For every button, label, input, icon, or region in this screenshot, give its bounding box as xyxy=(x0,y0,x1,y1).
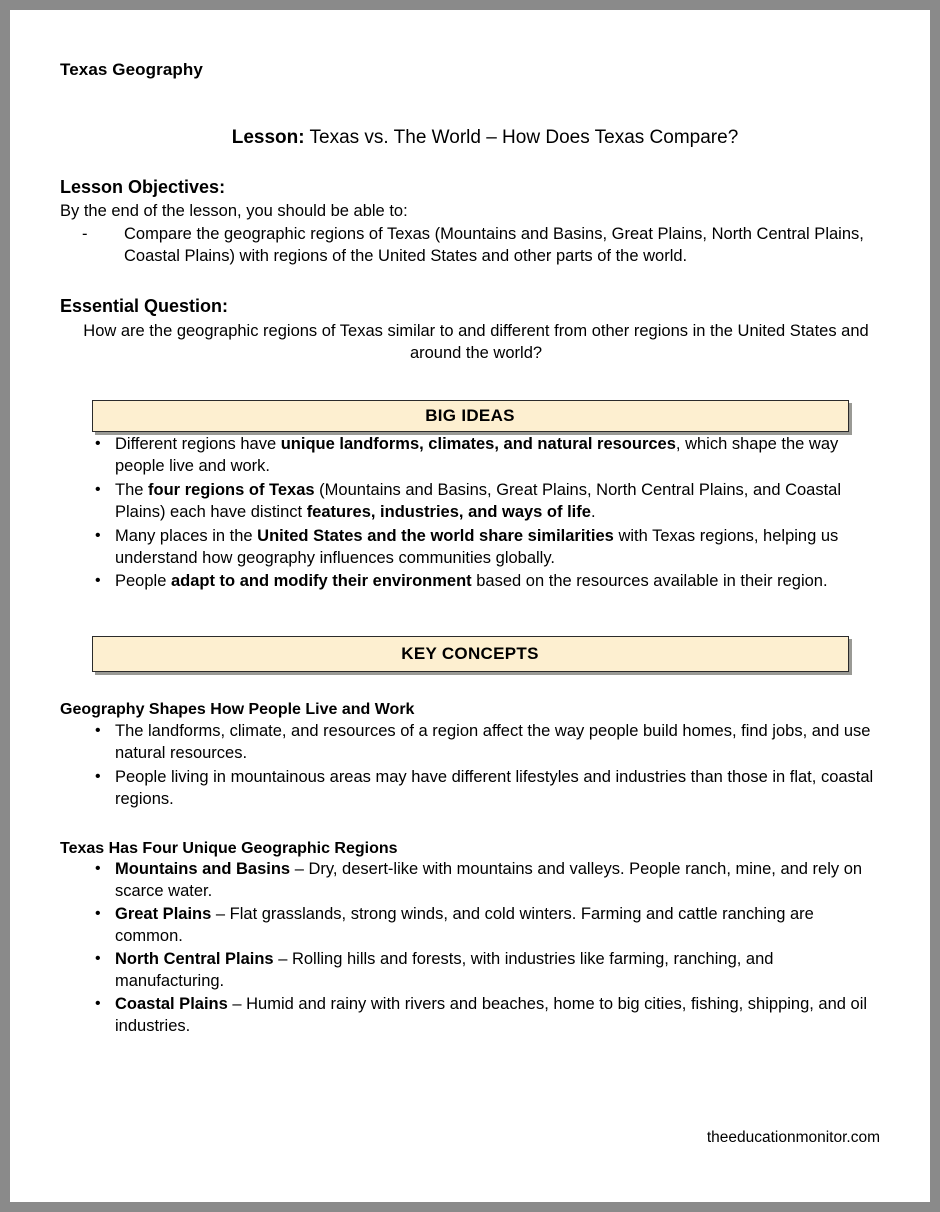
key-concepts-banner xyxy=(92,636,849,672)
list-item: - Compare the geographic regions of Texas (Mountains and Basins, Great Plains, North Central Plains, Coastal Plains) with regions of the United States and other parts of the world. xyxy=(82,224,880,268)
list-item xyxy=(60,949,880,993)
list-item xyxy=(60,571,880,593)
body-text: The landforms, climate, and resources of a region affect the way people build homes, find jobs, and use natural resources. xyxy=(115,722,871,763)
emphasis-text: features, industries, and ways of life xyxy=(306,502,591,521)
emphasis-text: Mountains and Basins xyxy=(115,860,291,879)
list-item xyxy=(60,721,880,765)
list-item xyxy=(60,526,880,570)
essential-question-text: How are the geographic regions of Texas similar to and different from other regions in the United States and around the world? xyxy=(83,321,869,362)
emphasis-text: unique landforms, climates, and natural resources xyxy=(280,434,676,453)
list-item xyxy=(60,480,880,524)
emphasis-text: United States and the world share similarities xyxy=(257,526,614,545)
key-concepts-section-list xyxy=(60,859,880,1038)
big-ideas-banner xyxy=(92,400,849,432)
body-text: Different regions have xyxy=(115,434,281,453)
essential-question-heading: Essential Question: xyxy=(60,295,229,316)
body-text: Many places in the xyxy=(115,526,258,545)
body-text: – Flat grasslands, strong winds, and cold winters. Farming and cattle ranching are common. xyxy=(115,905,814,945)
list-item xyxy=(60,994,880,1038)
emphasis-text: Great Plains xyxy=(115,905,212,924)
page-title: Texas Geography xyxy=(60,60,203,79)
list-item xyxy=(60,434,880,478)
body-text: with Texas regions, helping us understand how geography influences communities globally. xyxy=(115,526,839,567)
list-item xyxy=(60,904,880,948)
key-concepts-banner-label: KEY CONCEPTS xyxy=(401,644,539,664)
key-concepts-section-list xyxy=(60,721,880,811)
big-ideas-list xyxy=(60,434,880,594)
body-text: (Mountains and Basins, Great Plains, North Central Plains, and Coastal Plains) each have distinct xyxy=(115,480,842,521)
page-content xyxy=(10,10,930,1202)
body-text: The xyxy=(115,480,149,499)
body-text: – Rolling hills and forests, with industries like farming, ranching, and manufacturing. xyxy=(115,949,774,990)
big-ideas-banner-label: BIG IDEAS xyxy=(425,405,515,425)
document-page xyxy=(10,10,930,1202)
lesson-title xyxy=(60,127,880,149)
emphasis-text: Coastal Plains xyxy=(115,994,228,1013)
lesson-text: Texas vs. The World – How Does Texas Compare? xyxy=(304,127,739,148)
body-text: based on the resources available in their region. xyxy=(471,572,828,591)
body-text: People living in mountainous areas may have different lifestyles and industries than those in flat, coastal regions. xyxy=(115,768,874,809)
body-text: People xyxy=(115,572,171,591)
list-item xyxy=(60,859,880,903)
emphasis-text: four regions of Texas xyxy=(148,480,315,499)
footer-credit: theeducationmonitor.com xyxy=(706,1129,880,1146)
body-text: , which shape the way people live and work. xyxy=(115,434,839,475)
big-ideas-banner-box xyxy=(92,400,849,432)
body-text: – Humid and rainy with rivers and beaches, home to big cities, fishing, shipping, and oil industries. xyxy=(115,994,868,1035)
lesson-objectives-list xyxy=(60,224,880,268)
lesson-objectives-intro: By the end of the lesson, you should be able to: xyxy=(60,202,408,220)
lesson-label: Lesson: xyxy=(231,127,305,148)
key-concepts-section-heading: Texas Has Four Unique Geographic Regions xyxy=(60,840,398,858)
key-concepts-banner-box xyxy=(92,636,849,672)
key-concepts-section-heading: Geography Shapes How People Live and Work xyxy=(60,701,415,719)
body-text: – Dry, desert-like with mountains and valleys. People ranch, mine, and rely on scarce water. xyxy=(115,860,863,901)
lesson-objectives-heading: Lesson Objectives: xyxy=(60,177,226,197)
key-concepts-sections xyxy=(60,701,880,1037)
body-text: . xyxy=(590,502,596,521)
list-item xyxy=(60,767,880,811)
emphasis-text: North Central Plains xyxy=(115,949,274,968)
emphasis-text: adapt to and modify their environment xyxy=(170,572,472,591)
